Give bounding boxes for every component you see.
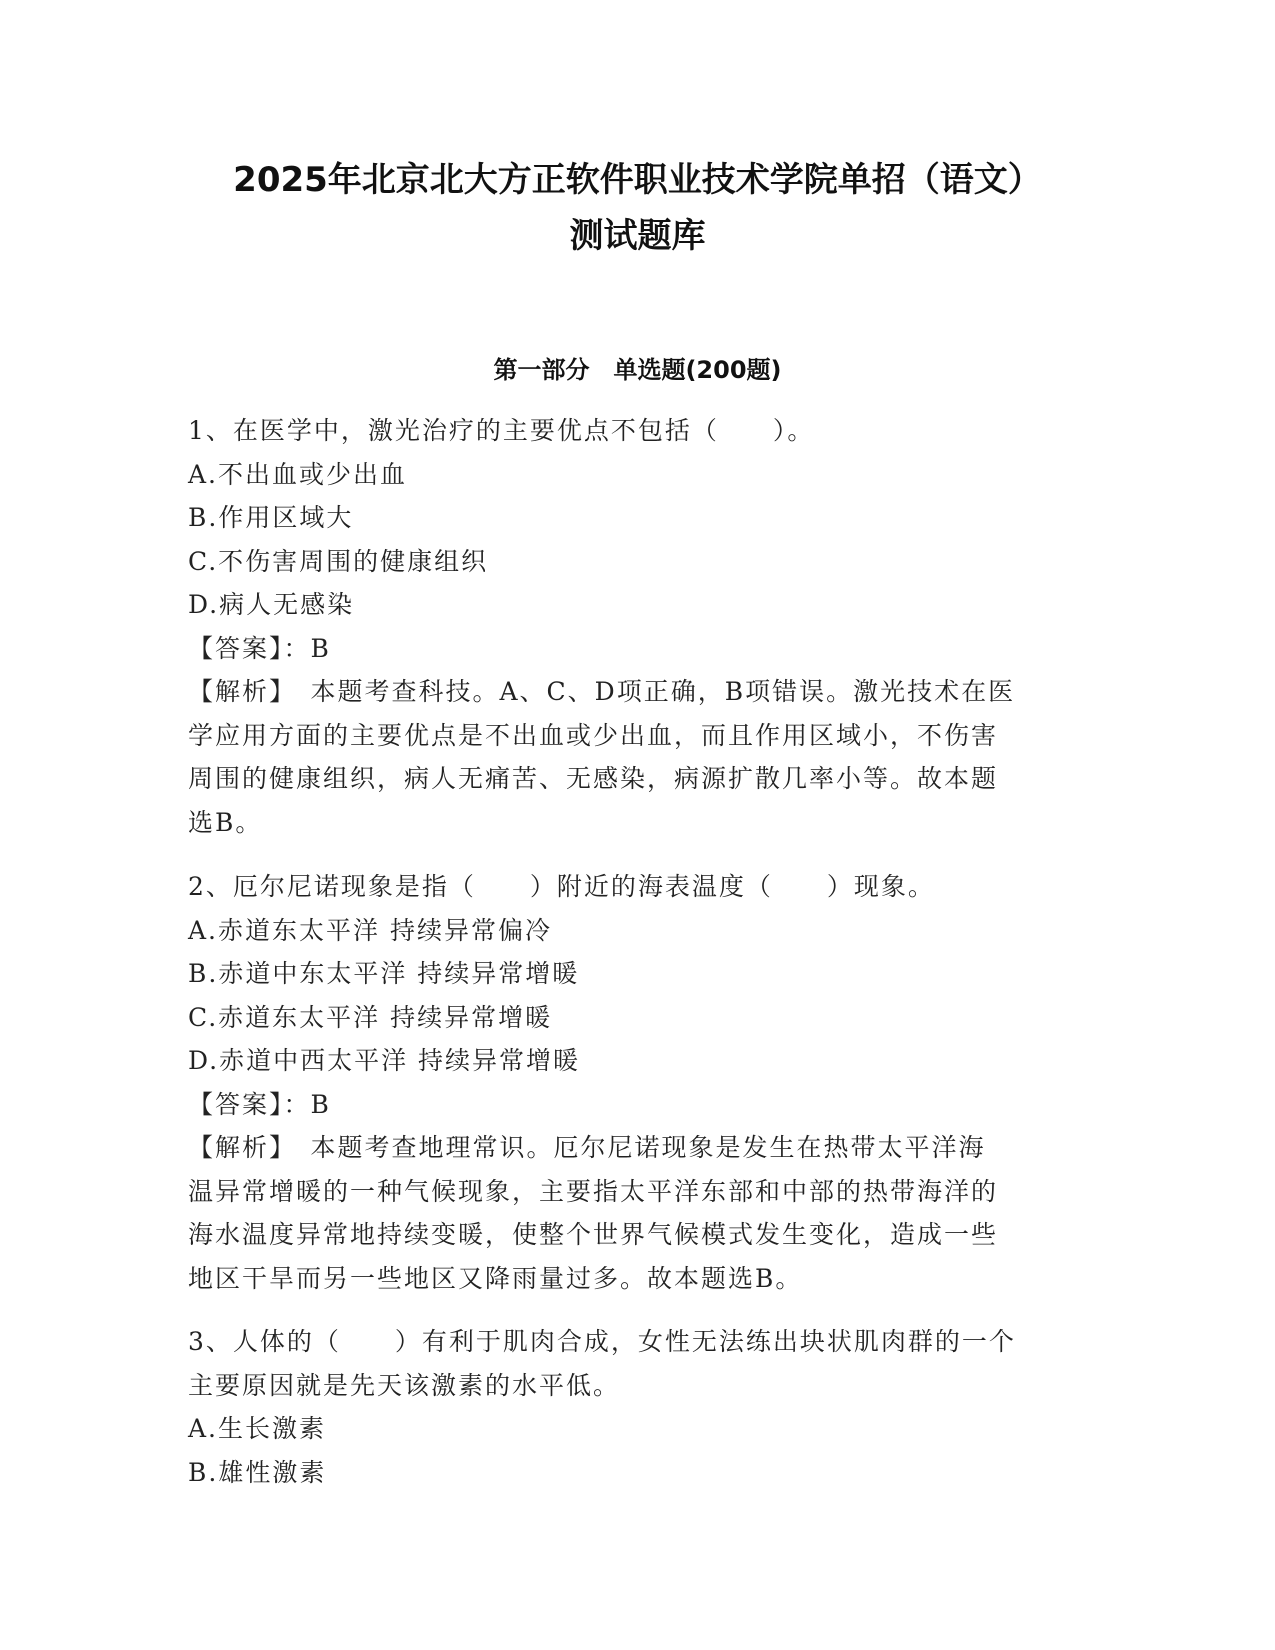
option-b: B.雄性激素 xyxy=(188,1457,327,1487)
section-heading: 第一部分 单选题(200题) xyxy=(493,356,782,384)
option-a: A.生长激素 xyxy=(188,1414,327,1443)
document-title-line-1: 2025年北京北大方正软件职业技术学院单招（语文） xyxy=(233,160,1042,200)
question-3 xyxy=(188,1320,1088,1494)
question-stem: 3、人体的（ ）有利于肌肉合成，女性无法练出块状肌肉群的一个 xyxy=(188,1327,1016,1356)
option-c: C.赤道东太平洋 持续异常增暖 xyxy=(188,1002,553,1032)
analysis-line: 【解析】 本题考查地理常识。厄尔尼诺现象是发生在热带太平洋海 xyxy=(188,1133,986,1162)
option-a: A.赤道东太平洋 持续异常偏冷 xyxy=(188,915,552,945)
analysis-line: 温异常增暖的一种气候现象，主要指太平洋东部和中部的热带海洋的 xyxy=(188,1176,999,1206)
option-c: C.不伤害周围的健康组织 xyxy=(188,546,489,576)
question-stem: 2、厄尔尼诺现象是指（ ）附近的海表温度（ ）现象。 xyxy=(188,872,935,901)
analysis-line: 【解析】 本题考查科技。A、C、D项正确，B项错误。激光技术在医 xyxy=(188,677,1016,706)
analysis-line: 地区干旱而另一些地区又降雨量过多。故本题选B。 xyxy=(188,1263,803,1293)
analysis-line: 选B。 xyxy=(188,807,263,837)
analysis-line: 学应用方面的主要优点是不出血或少出血，而且作用区域小，不伤害 xyxy=(188,720,999,750)
document-title-line-2: 测试题库 xyxy=(569,216,706,256)
option-a: A.不出血或少出血 xyxy=(188,459,408,489)
option-b: B.作用区域大 xyxy=(188,503,354,532)
analysis-line: 周围的健康组织，病人无痛苦、无感染，病源扩散几率小等。故本题 xyxy=(188,764,999,793)
option-d: D.病人无感染 xyxy=(188,590,355,619)
question-2 xyxy=(188,865,1088,1300)
option-d: D.赤道中西太平洋 持续异常增暖 xyxy=(188,1046,581,1075)
option-b: B.赤道中东太平洋 持续异常增暖 xyxy=(188,959,580,988)
answer-line: 【答案】：B xyxy=(188,1089,331,1119)
answer-line: 【答案】：B xyxy=(188,633,331,663)
question-stem-continued: 主要原因就是先天该激素的水平低。 xyxy=(188,1370,621,1400)
question-1 xyxy=(188,409,1088,844)
analysis-line: 海水温度异常地持续变暖，使整个世界气候模式发生变化，造成一些 xyxy=(188,1220,999,1249)
question-stem: 1、在医学中，激光治疗的主要优点不包括（ ）。 xyxy=(188,416,815,445)
